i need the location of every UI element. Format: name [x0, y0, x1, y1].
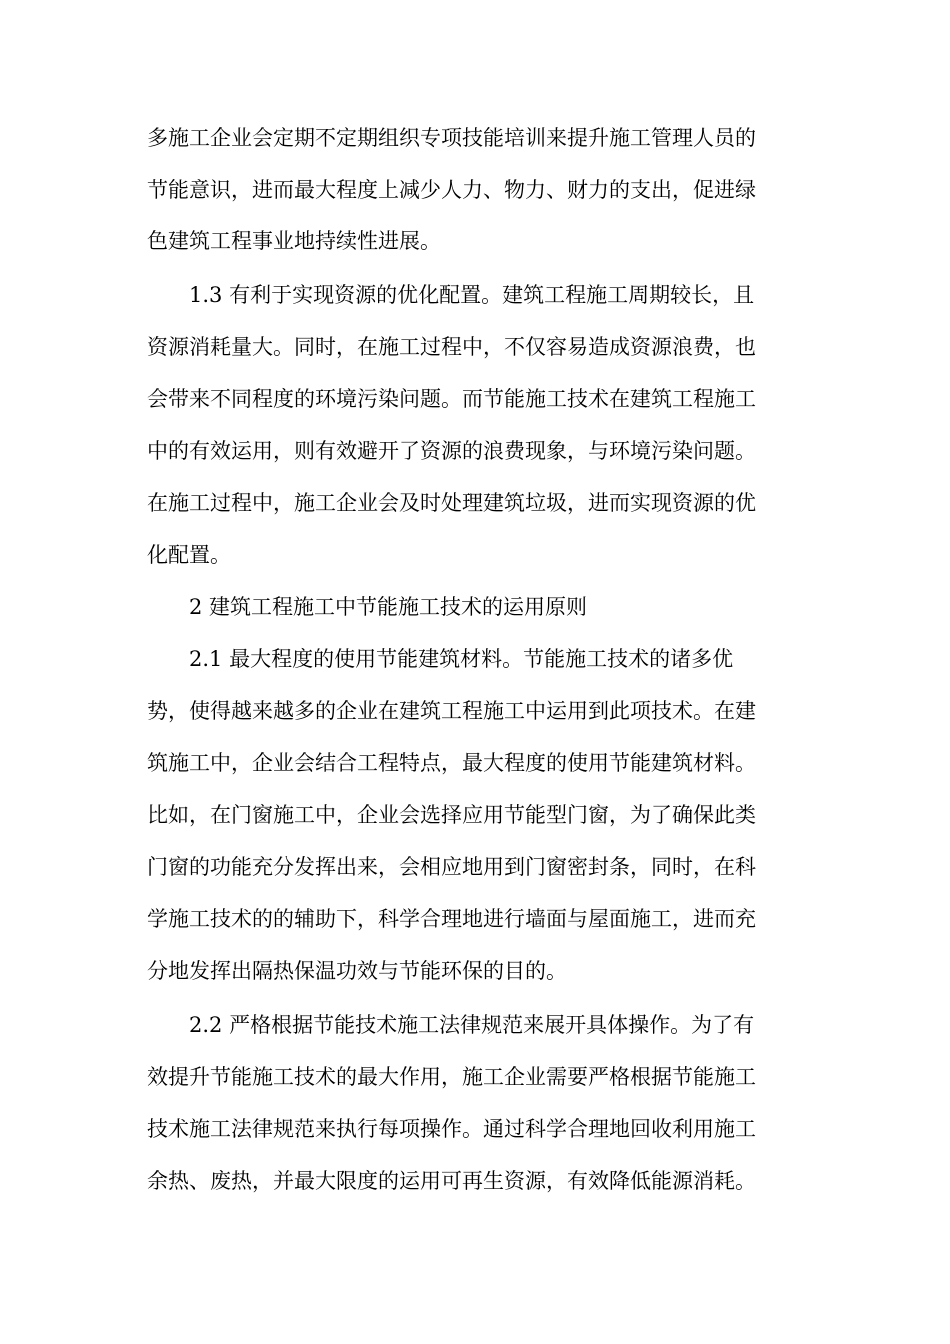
- text-line: 门窗的功能充分发挥出来，会相应地用到门窗密封条，同时，在科: [147, 855, 756, 879]
- section-2-heading: 2 建筑工程施工中节能施工技术的运用原则: [189, 595, 588, 619]
- text-line: 余热、废热，并最大限度的运用可再生资源，有效降低能源消耗。: [147, 1169, 756, 1193]
- text-line: 学施工技术的的辅助下，科学合理地进行墙面与屋面施工，进而充: [147, 907, 756, 931]
- section-2-2-heading-line: 2.2 严格根据节能技术施工法律规范来展开具体操作。为了有: [189, 1013, 755, 1037]
- text-line: 色建筑工程事业地持续性进展。: [147, 229, 441, 253]
- text-line: 在施工过程中，施工企业会及时处理建筑垃圾，进而实现资源的优: [147, 491, 756, 515]
- text-line: 节能意识，进而最大程度上减少人力、物力、财力的支出，促进绿: [147, 178, 756, 202]
- text-line: 势，使得越来越多的企业在建筑工程施工中运用到此项技术。在建: [147, 699, 756, 723]
- text-line: 技术施工法律规范来执行每项操作。通过科学合理地回收利用施工: [147, 1117, 756, 1141]
- section-1-3-heading-line: 1.3 有利于实现资源的优化配置。建筑工程施工周期较长，且: [189, 283, 755, 307]
- text-line: 化配置。: [147, 543, 231, 567]
- section-2-1-heading-line: 2.1 最大程度的使用节能建筑材料。节能施工技术的诸多优: [189, 647, 734, 671]
- text-line: 资源消耗量大。同时，在施工过程中，不仅容易造成资源浪费，也: [147, 335, 756, 359]
- text-line: 筑施工中，企业会结合工程特点，最大程度的使用节能建筑材料。: [147, 751, 756, 775]
- text-line: 中的有效运用，则有效避开了资源的浪费现象，与环境污染问题。: [147, 439, 756, 463]
- text-line: 比如，在门窗施工中，企业会选择应用节能型门窗，为了确保此类: [147, 803, 756, 827]
- text-line: 效提升节能施工技术的最大作用，施工企业需要严格根据节能施工: [147, 1065, 756, 1089]
- text-line: 多施工企业会定期不定期组织专项技能培训来提升施工管理人员的: [147, 126, 756, 150]
- text-line: 分地发挥出隔热保温功效与节能环保的目的。: [147, 959, 567, 983]
- text-line: 会带来不同程度的环境污染问题。而节能施工技术在建筑工程施工: [147, 387, 756, 411]
